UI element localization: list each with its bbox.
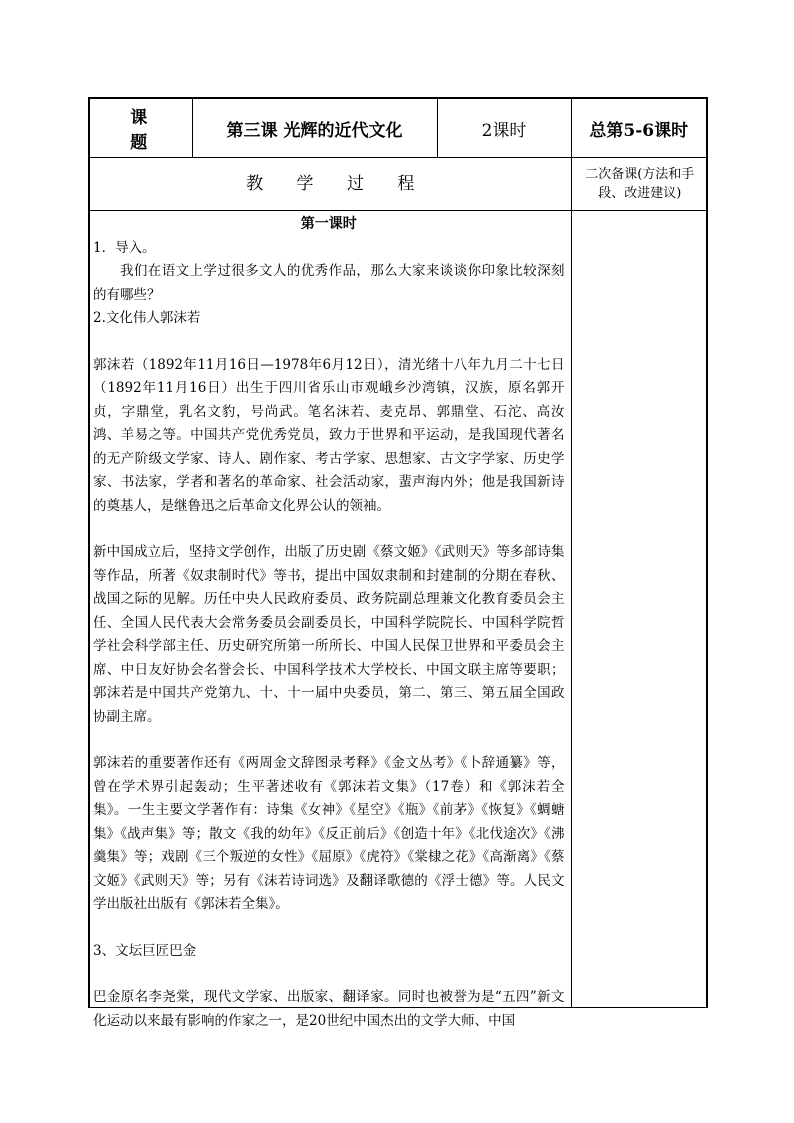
spacer (93, 963, 565, 986)
lesson-plan-table (88, 97, 708, 1029)
period-count: 2课时 (437, 98, 571, 158)
prep-note: 二次备课(方法和手段、改进建议) (585, 167, 695, 201)
header-row (89, 98, 707, 158)
paragraph-guo-career: 新中国成立后，坚持文学创作，出版了历史剧《蔡文姬》《武则天》等多部诗集等作品，所著《奴隶制时代》等书，提出中国奴隶制和封建制的分期在春秋、战国之际的见解。历任中央人民政府委员、政务院副总理兼文化教育委员会主任、全国人民代表大会常务委员会副委员长，中国科学院院长、中国科学院哲学社会科学部主任、历史研究所第一所所长、中国人民保卫世界和平委员会主席、中日友好协会名誉会长、中国科学技术大学校长、中国文联主席等要职；郭沫若是中国共产党第九、十、十一届中央委员，第二、第三、第五届全国政协副主席。 (93, 544, 565, 725)
spacer (93, 518, 565, 541)
paragraph-guo-works: 郭沫若的重要著作还有《两周金文辞图录考释》《金文丛考》《卜辞通纂》等，曾在学术界引起轰动；生平著述收有《郭沫若文集》（17卷）和《郭沫若全集》。一生主要文学著作有：诗集《女神》《星空》《瓶》《前茅》《恢复》《蜩螗集》《战声集》等；散文《我的幼年》《反正前后》《创造十年》《北伐途次》《沸羹集》等；戏剧《三个叛逆的女性》《屈原》《虎符》《棠棣之花》《高渐离》《蔡文姬》《武则天》等；另有《沫若诗词选》及翻译歌德的《浮士德》等。人民文学出版社出版有《郭沫若全集》。 (93, 755, 565, 912)
process-row (89, 158, 707, 211)
process-title-cell (89, 158, 571, 211)
content-cell (89, 211, 571, 1029)
paragraph-ba-jin: 巴金原名李尧棠，现代文学家、出版家、翻译家。同时也被誉为是“五四”新文化运动以来最有影响的作家之一，是20世纪中国杰出的文学大师、中国 (93, 989, 565, 1029)
paragraph-guo-bio: 郭沫若（1892年11月16日—1978年6月12日），清光绪十八年九月二十七日（1892年11月16日）出生于四川省乐山市观峨乡沙湾镇，汉族，原名郭开贞，字鼎堂，乳名文豹，号尚武。笔名沫若、麦克昂、郭鼎堂、石沱、高汝鸿、羊易之等。中国共产党优秀党员，致力于世界和平运动，是我国现代著名的无产阶级文学家、诗人、剧作家、考古学家、思想家、古文字学家、历史学家、书法家，学者和著名的革命家、社会活动家，蜚声海内外；他是我国新诗的奠基人，是继鲁迅之后革命文化界公认的领袖。 (93, 356, 565, 514)
prep-note-cell (571, 158, 707, 211)
lesson-content (90, 211, 571, 1029)
spacer (93, 331, 565, 354)
lesson-plan-page (88, 97, 706, 1029)
section-title: 第一课时 (300, 216, 357, 232)
item-intro-body: 我们在语文上学过很多文人的优秀作品，那么大家来谈谈你印象比较深刻的有哪些？ (93, 263, 565, 303)
content-row (89, 211, 707, 1008)
item-intro: 1．导入。 (93, 239, 156, 256)
subject-label: 课 题 (89, 98, 192, 158)
item-guo-moruo: 2.文化伟人郭沫若 (93, 310, 201, 326)
item-ba-jin: 3、文坛巨匠巴金 (93, 942, 197, 959)
spacer (93, 729, 565, 752)
total-periods: 总第5-6课时 (571, 98, 707, 158)
process-title: 教 学 过 程 (246, 174, 429, 194)
spacer (93, 917, 565, 940)
prep-notes-column (571, 211, 707, 1008)
lesson-title: 第三课 光辉的近代文化 (192, 98, 437, 158)
